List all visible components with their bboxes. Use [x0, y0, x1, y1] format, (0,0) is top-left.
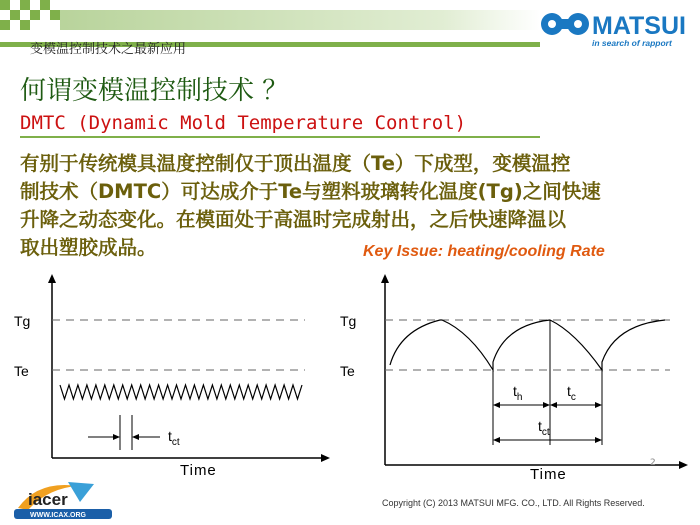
temperature-series-line [390, 320, 665, 370]
conventional-temperature-chart [0, 270, 330, 480]
body-line: 取出塑胶成品。 [20, 236, 157, 259]
th-label: $t_h$ [513, 383, 523, 403]
temperature-series-line [60, 385, 302, 399]
section-label: 变模温控制技术之最新应用 [30, 42, 187, 57]
dmtc-temperature-chart [330, 270, 700, 480]
te-label: Te [14, 363, 29, 379]
icax-logo-text: iacer [28, 490, 68, 509]
x-axis-label: Time [180, 462, 217, 479]
key-issue-note: Key Issue: heating/cooling Rate [363, 243, 605, 260]
subtitle-rule [20, 136, 540, 138]
tct-label: $t_{ct}$ [168, 428, 180, 448]
x-axis-arrow [321, 454, 330, 462]
y-axis-arrow [48, 274, 56, 283]
icax-logo [8, 478, 118, 522]
tc-label: $t_c$ [567, 383, 576, 403]
page-number: 2 [650, 458, 656, 468]
te-label: Te [340, 363, 355, 379]
body-line: 制技术（DMTC）可达成介于Te与塑料玻璃转化温度(Tg)之间快速 [20, 180, 601, 203]
tct-label: $t_{ct}$ [538, 418, 550, 438]
matsui-logo [540, 6, 695, 50]
body-line: 有别于传统模具温度控制仅于顶出温度（Te）下成型，变模温控 [20, 152, 571, 175]
icax-url: WWW.ICAX.ORG [30, 512, 86, 519]
slide-title: 何谓变模温控制技术 ？ [20, 76, 289, 106]
logo-tagline: in search of rapport [592, 38, 672, 48]
copyright-text: Copyright (C) 2013 MATSUI MFG. CO., LTD. All Rights Reserved. [382, 498, 645, 508]
x-axis-arrow [679, 461, 688, 469]
slide-subtitle: DMTC (Dynamic Mold Temperature Control) [20, 112, 467, 134]
body-line: 升降之动态变化。在模面处于高温时完成射出，之后快速降温以 [20, 208, 567, 231]
tg-label: Tg [14, 313, 31, 329]
tg-label: Tg [340, 313, 357, 329]
logo-name: MATSUI [592, 12, 686, 40]
y-axis-arrow [381, 274, 389, 283]
x-axis-label: Time [530, 466, 567, 480]
